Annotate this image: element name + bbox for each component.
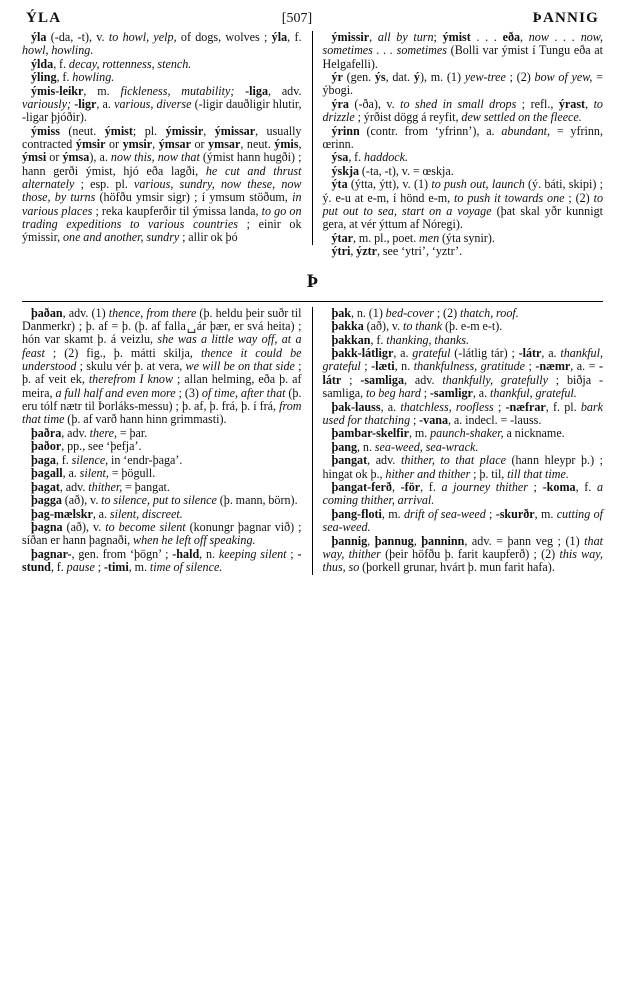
dictionary-entry: ýskja (-ta, -t), v. = œskja. <box>331 163 454 178</box>
running-head <box>0 0 625 31</box>
running-head-left: ÝLA <box>26 10 62 26</box>
page-number: [507] <box>281 11 313 26</box>
dictionary-entry: ýmissir, all by turn; ýmist . . . eða, now . . . now, sometimes . . . sometimes (Bolli var ýmist í Tungu eða at Helgafelli). <box>322 30 603 71</box>
dictionary-entry: ýsa, f. haddock. <box>331 150 409 165</box>
dictionary-entry: ýta (ýtta, ýtt), v. (1) to push out, launch (ý. báti, skipi) ; ý. e-u at e-m, í hönd e-m, to push it towards one ; (2) to put out to sea, start on a voyage (þat skal yðr kunnigt gera, at vér ýttum af Nóregi). <box>322 177 603 232</box>
dictionary-entry: ýra (-ða), v. to shed in small drops ; refl., ýrast, to drizzle ; ýrðist dögg á reyfit, dew settled on the fleece. <box>322 96 603 125</box>
dictionary-entry: ýla (-da, -t), v. to howl, yelp, of dogs, wolves ; ýla, f. howl, howling. <box>22 30 302 58</box>
dictionary-entry: ýlda, f. decay, rottenness, stench. <box>31 56 192 71</box>
dictionary-entry: þag-mælskr, a. silent, discreet. <box>31 506 183 521</box>
dictionary-entry: þagall, a. silent, = þögull. <box>31 466 156 481</box>
dictionary-entry: þak-lauss, a. thatchless, roofless ; -næfrar, f. pl. bark used for thatching ; -vana, a. indecl. = -lauss. <box>322 399 603 427</box>
dictionary-entry: þagat, adv. thither, = þangat. <box>31 479 170 494</box>
dictionary-entry: þannig, þannug, þanninn, adv. = þann veg ; (1) that way, thither (þeir höfðu þ. farit kaupferð) ; (2) this way, thus, so (þorkell grunar, hvárt þ. mun farit hafa). <box>322 533 603 575</box>
dictionary-entry: þang-floti, m. drift of sea-weed ; -skurðr, m. cutting of sea-weed. <box>322 506 603 535</box>
dictionary-entry: þaðan, adv. (1) thence, from there (þ. heldu þeir suðr til Danmerkr) ; þ. af = þ. (þ. af falla␣ár þær, er svá heita) ; hón var skamt þ. á veizlu, she was a little way off, at a feast ; (2) fig., þ. mátti skilja, thence it could be understood ; skulu vér þ. at vera, we will be on that side ; þ. af veit ek, therefrom I know ; allan helming, eða þ. af meira, a full half and even more ; (3) of time, after that (þ. eru tólf nætr til Þorláks-messu) ; þ. af, þ. frá, þ. í frá, from that time (þ. af varð hann hinn grimmasti). <box>22 305 302 427</box>
section-thorn-right-column <box>313 307 604 575</box>
dictionary-entry: þagnar-, gen. from ‘þögn’ ; -hald, n. keeping silent ; -stund, f. pause ; -timi, m. time of silence. <box>22 546 302 575</box>
dictionary-entry: þang, n. sea-weed, sea-wrack. <box>331 439 479 454</box>
dictionary-entry: þaðra, adv. there, = þar. <box>31 425 148 440</box>
dictionary-entry: ýling, f. howling. <box>31 70 115 85</box>
section-thorn-columns <box>22 307 603 575</box>
dictionary-entry: ýtar, m. pl., poet. men (ýta synir). <box>331 230 495 245</box>
section-y-left-column <box>22 31 313 245</box>
dictionary-entry: þaðor, pp., see ‘þefja’. <box>31 439 142 454</box>
section-y <box>0 31 625 259</box>
dictionary-entry: ýr (gen. ýs, dat. ý), m. (1) yew-tree ; (2) bow of yew, = ýbogi. <box>322 70 603 98</box>
letter-heading: Þ <box>306 270 319 292</box>
dictionary-entry: þagga (að), v. to silence, put to silence (þ. mann, börn). <box>31 493 298 508</box>
dictionary-entry: þambar-skelfir, m. paunch-shaker, a nickname. <box>331 426 565 441</box>
dictionary-entry: þagna (að), v. to become silent (konungr þagnar við) ; síðan er hann þagnaði, when he left off speaking. <box>22 519 302 548</box>
dictionary-entry: ýmis-leikr, m. fickleness, mutability; -liga, adv. variously; -ligr, a. various, diverse (-ligir dauðligir hlutir, -ligar þjóðir). <box>22 83 302 125</box>
dictionary-entry: þak, n. (1) bed-cover ; (2) thatch, roof. <box>331 305 519 320</box>
dictionary-entry: ýrinn (contr. from ‘yfrinn’), a. abundant, = yfrinn, œrinn. <box>322 123 603 151</box>
dictionary-entry: þakk-látligr, a. grateful (-látlig tár) ; -látr, a. thankful, grateful ; -læti, n. thankfulness, gratitude ; -næmr, a. = -látr ; -samliga, adv. thankfully, gratefully ; biðja -samliga, to beg hard ; -samligr, a. thankful, grateful. <box>322 346 603 401</box>
section-thorn <box>0 307 625 575</box>
dictionary-entry: ýtri, ýztr, see ‘ytri’, ‘yztr’. <box>331 244 463 259</box>
dictionary-entry: þangat, adv. thither, to that place (hann hleypr þ.) ; hingat ok þ., hither and thither ; þ. til, till that time. <box>322 453 604 481</box>
dictionary-entry: ýmiss (neut. ýmist; pl. ýmissir, ýmissar, usually contracted ýmsir or ymsir, ýmsar or ymsar, neut. ýmis, ýmsi or ýmsa), a. now this, now that (ýmist hann hugði) ; hann gerði ýmist, hjó eða lagði, he cut and thrust alternately ; esp. pl. various, sundry, now these, now those, by turns (höfðu ymsir sigr) ; í ymsum stöðum, in various places ; reka kaupferðir til ýmissa landa, to go on trading expeditions to various countries ; einir ok ýmissir, one and another, sundry ; allir ok þó <box>22 123 302 245</box>
section-thorn-left-column <box>22 307 313 575</box>
dictionary-entry: þangat-ferð, -för, f. a journey thither ; -koma, f. a coming thither, arrival. <box>322 480 603 508</box>
running-head-right: ÞANNIG <box>532 10 599 26</box>
dictionary-entry: þaga, f. silence, in ‘endr-þaga’. <box>31 452 183 467</box>
section-y-right-column <box>313 31 604 259</box>
dictionary-entry: þakka (að), v. to thank (þ. e-m e-t). <box>331 319 503 334</box>
dictionary-entry: þakkan, f. thanking, thanks. <box>331 332 470 347</box>
section-y-columns <box>22 31 603 259</box>
